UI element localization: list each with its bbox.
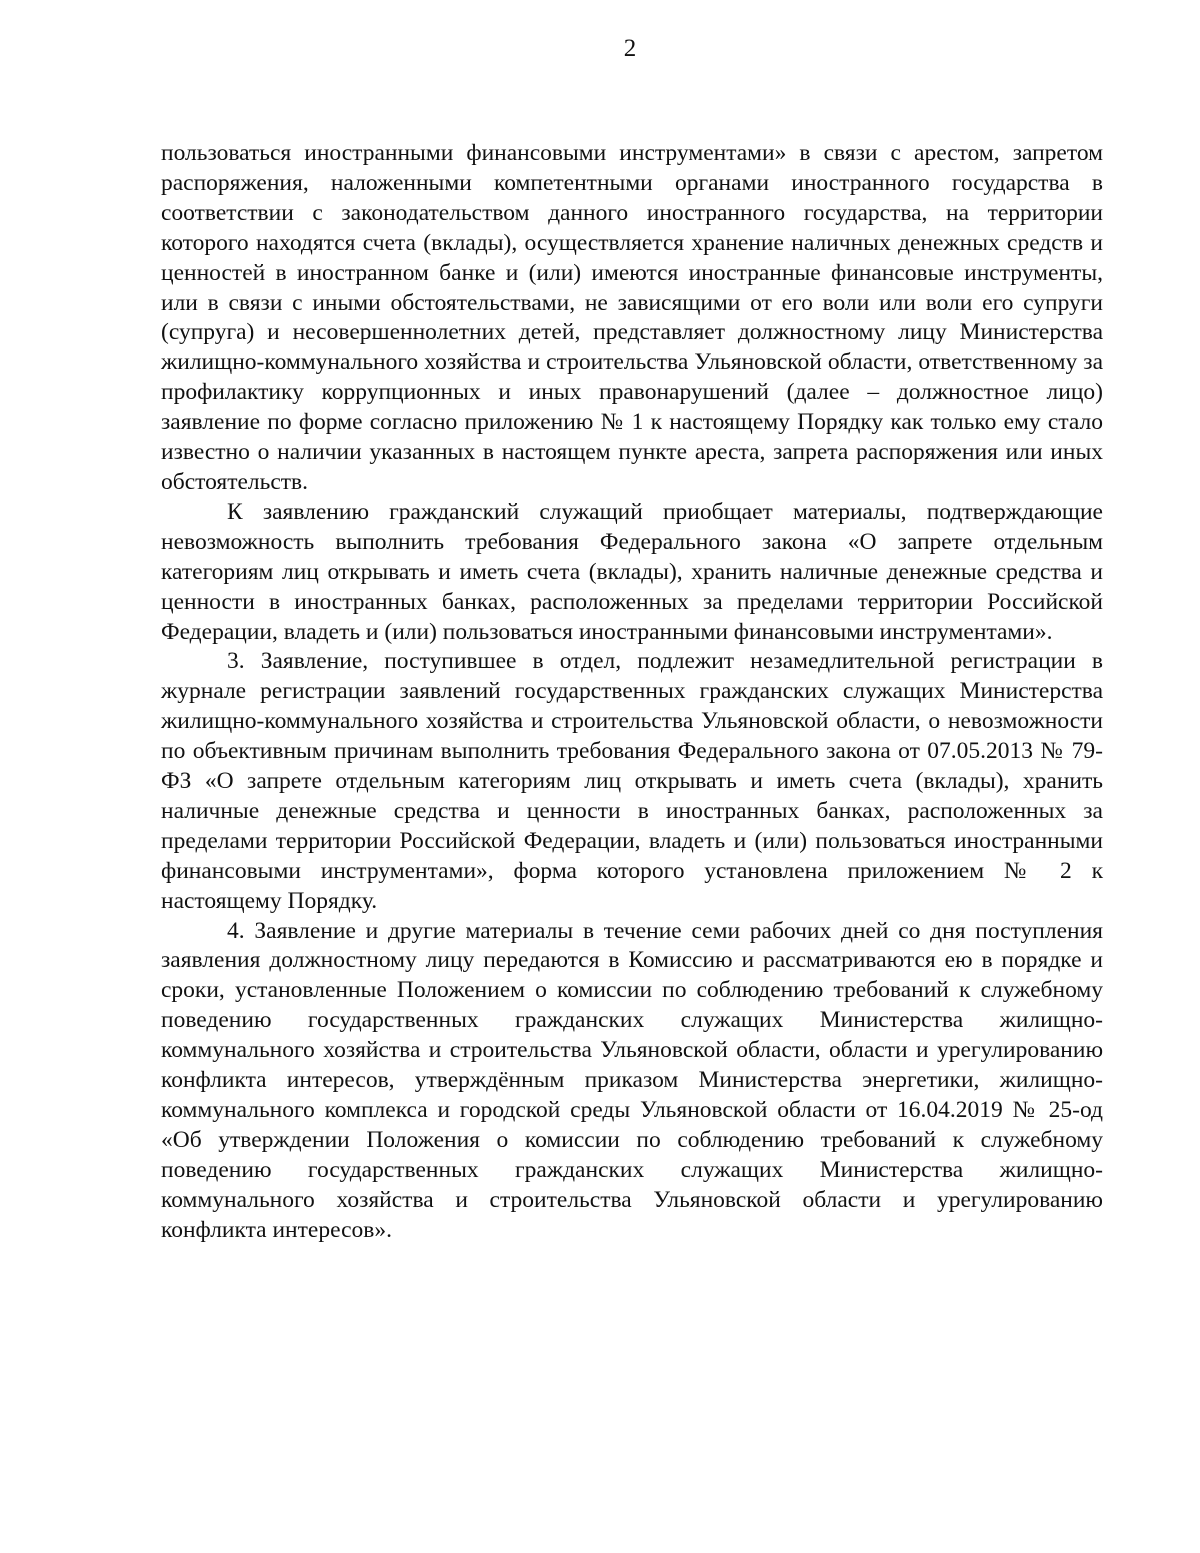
page-number: 2 [623,35,637,62]
paragraph-item-4: 4. Заявление и другие материалы в течение семи рабочих дней со дня поступления заявления должностному лицу передаются в Комиссию и рассматриваются ею в порядке и сроки, установленные Положением о комиссии по соблюдению требований к служебному поведению государственных гражданских служащих Министерства жилищно-коммунального хозяйства и строительства Ульяновской области, области и урегулированию конфликта интересов, утверждённым приказом Министерства энергетики, жилищно-коммунального комплекса и городской среды Ульяновской области от 16.04.2019 № 25-од «Об утверждении Положения о комиссии по соблюдению требований к служебному поведению государственных гражданских служащих Министерства жилищно-коммунального хозяйства и строительства Ульяновской области и урегулированию конфликта интересов». [161,917,1103,1243]
document-body [161,139,1103,1246]
paragraph-item-3: 3. Заявление, поступившее в отдел, подлежит незамедлительной регистрации в журнале регистрации заявлений государственных гражданских служащих Министерства жилищно-коммунального хозяйства и строительства Ульяновской области, о невозможности по объективным причинам выполнить требования Федерального закона от 07.05.2013 № 79-ФЗ «О запрете отдельным категориям лиц открывать и иметь счета (вклады), хранить наличные денежные средства и ценности в иностранных банках, расположенных за пределами территории Российской Федерации, владеть и (или) пользоваться иностранными финансовыми инструментами», форма которого установлена приложением № 2 к настоящему Порядку. [161,648,1103,914]
paragraph-attachments: К заявлению гражданский служащий приобщает материалы, подтверждающие невозможность выполнить требования Федерального закона «О запрете отдельным категориям лиц открывать и иметь счета (вклады), хранить наличные денежные средства и ценности в иностранных банках, расположенных за пределами территории Российской Федерации, владеть и (или) пользоваться иностранными финансовыми инструментами». [161,498,1103,645]
paragraph-continuation: пользоваться иностранными финансовыми инструментами» в связи с арестом, запретом распоряжения, наложенными компетентными органами иностранного государства в соответствии с законодательством данного иностранного государства, на территории которого находятся счета (вклады), осуществляется хранение наличных денежных средств и ценностей в иностранном банке и (или) имеются иностранные финансовые инструменты, или в связи с иными обстоятельствами, не зависящими от его воли или воли его супруги (супруга) и несовершеннолетних детей, представляет должностному лицу Министерства жилищно-коммунального хозяйства и строительства Ульяновской области, ответственному за профилактику коррупционных и иных правонарушений (далее – должностное лицо) заявление по форме согласно приложению № 1 к настоящему Порядку как только ему стало известно о наличии указанных в настоящем пункте ареста, запрета распоряжения или иных обстоятельств. [161,140,1103,495]
